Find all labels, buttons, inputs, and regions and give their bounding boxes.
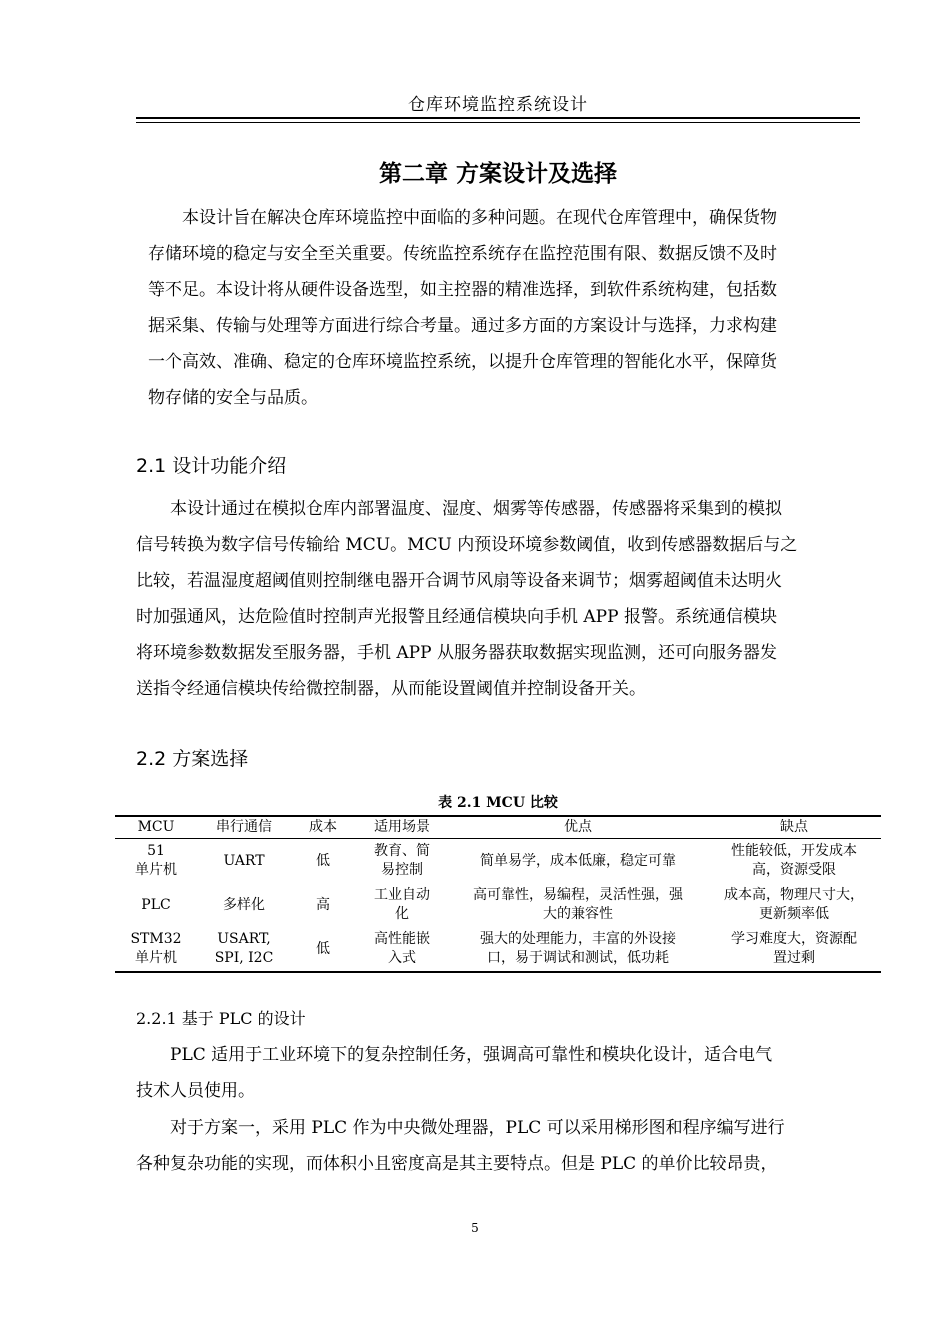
text-line: 本设计旨在解决仓库环境监控中面临的多种问题。在现代仓库管理中，确保货物 (182, 208, 777, 228)
mcu-cell: STM32 单片机 (115, 927, 197, 972)
scene-cell: 高性能嵌 入式 (355, 927, 449, 972)
pros-cell: 高可靠性，易编程，灵活性强，强 大的兼容性 (473, 887, 683, 922)
text-line: 各种复杂功能的实现，而体积小且密度高是其主要特点。但是 PLC 的单价比较昂贵， (136, 1154, 778, 1174)
chapter-title: 第二章 方案设计及选择 (378, 161, 617, 187)
section-2-1-paragraph (136, 491, 860, 707)
text-line: PLC 适用于工业环境下的复杂控制任务，强调高可靠性和模块化设计，适合电气 (170, 1045, 773, 1065)
text-line: 将环境参数数据发至服务器，手机 APP 从服务器获取数据实现监测，还可向服务器发 (136, 643, 777, 663)
table-row (115, 927, 881, 972)
plc-paragraph-2 (136, 1110, 860, 1182)
text-line: 比较，若温湿度超阈值则控制继电器开合调节风扇等设备来调节；烟雾超阈值未达明火 (136, 571, 782, 591)
section-heading-2-2-1: 2.2.1 基于 PLC 的设计 (136, 1009, 306, 1028)
mcu-comparison-table (115, 815, 881, 973)
scene-cell: 教育、简 易控制 (374, 843, 430, 878)
text-line: 时加强通风，达危险值时控制声光报警且经通信模块向手机 APP 报警。系统通信模块 (136, 607, 777, 627)
text-line: 本设计通过在模拟仓库内部署温度、湿度、烟雾等传感器，传感器将采集到的模拟 (170, 499, 782, 519)
pros-cell: 简单易学，成本低廉，稳定可靠 (480, 852, 676, 869)
column-header: 成本 (291, 816, 355, 839)
text-line: 存储环境的稳定与安全至关重要。传统监控系统存在监控范围有限、数据反馈不及时 (148, 244, 777, 264)
table-caption: 表 2.1 MCU 比较 (438, 795, 558, 811)
serial-cell: UART (223, 852, 265, 869)
text-line: 技术人员使用。 (136, 1081, 255, 1101)
table-header-row (115, 816, 881, 839)
scene-cell: 工业自动 化 (374, 887, 430, 922)
serial-cell: USART, SPI, I2C (197, 927, 291, 972)
header-rule-thick (136, 117, 860, 119)
plc-paragraph-1 (136, 1037, 860, 1109)
column-header: 适用场景 (355, 816, 449, 839)
section-heading-2-2: 2.2 方案选择 (136, 748, 249, 770)
serial-cell: 多样化 (223, 896, 265, 913)
cons-cell: 成本高，物理尺寸大， 更新频率低 (724, 887, 864, 922)
header-rule-thin (136, 122, 860, 123)
text-line: 据采集、传输与处理等方面进行综合考量。通过多方面的方案设计与选择，力求构建 (148, 316, 777, 336)
text-line: 送指令经通信模块传给微控制器，从而能设置阈值并控制设备开关。 (136, 679, 646, 699)
text-line: 对于方案一，采用 PLC 作为中央微处理器，PLC 可以采用梯形图和程序编写进行 (170, 1118, 785, 1138)
mcu-cell: PLC (141, 896, 171, 913)
column-header: 串行通信 (197, 816, 291, 839)
cons-cell: 性能较低，开发成本 高，资源受限 (731, 843, 857, 878)
column-header: 缺点 (707, 816, 881, 839)
page-number: 5 (471, 1221, 479, 1235)
text-line: 一个高效、准确、稳定的仓库环境监控系统，以提升仓库管理的智能化水平，保障货 (148, 352, 777, 372)
cons-cell: 学习难度大，资源配 置过剩 (707, 927, 881, 972)
cost-cell: 低 (291, 927, 355, 972)
running-header-title: 仓库环境监控系统设计 (408, 95, 588, 115)
mcu-cell: 51 单片机 (135, 843, 177, 878)
text-line: 信号转换为数字信号传输给 MCU。MCU 内预设环境参数阈值，收到传感器数据后与之 (136, 535, 798, 555)
column-header: MCU (115, 816, 197, 839)
cost-cell: 低 (316, 852, 330, 869)
intro-paragraph (148, 200, 862, 416)
column-header: 优点 (449, 816, 707, 839)
text-line: 等不足。本设计将从硬件设备选型，如主控器的精准选择，到软件系统构建，包括数 (148, 280, 777, 300)
section-heading-2-1: 2.1 设计功能介绍 (136, 455, 287, 477)
text-line: 物存储的安全与品质。 (148, 388, 318, 408)
table-row (115, 883, 881, 927)
cost-cell: 高 (316, 896, 330, 913)
pros-cell: 强大的处理能力，丰富的外设接 口，易于调试和测试，低功耗 (449, 927, 707, 972)
table-row (115, 839, 881, 884)
